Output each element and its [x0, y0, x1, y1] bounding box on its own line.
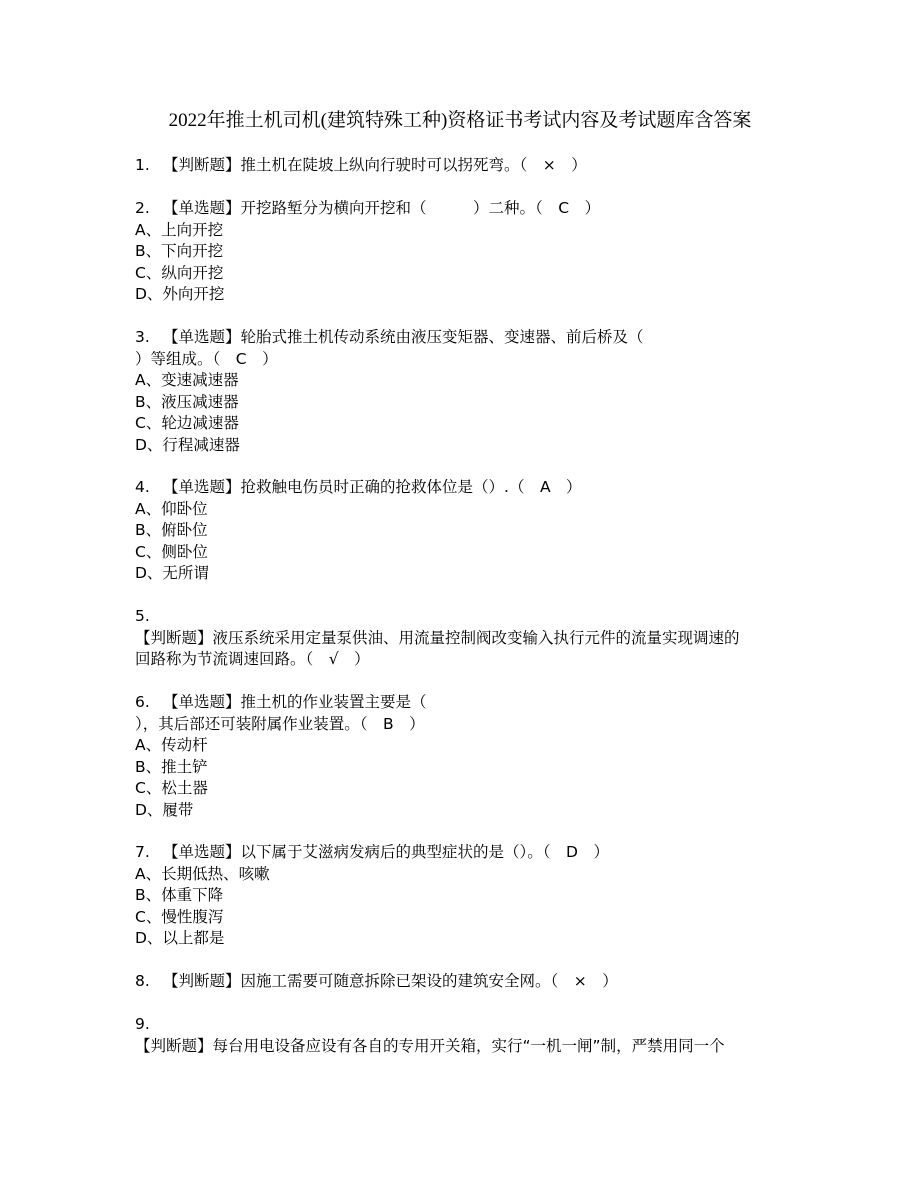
question-1-stem — [135, 155, 587, 177]
question-type-tag: 【判断题】 — [135, 1036, 213, 1055]
option-a: A、传动杆 — [135, 736, 208, 754]
question-5-stem — [135, 628, 740, 650]
question-5-stem-cont: 回路称为节流调速回路。（ √ ） — [135, 650, 370, 668]
question-text: 每台用电设备应设有各自的专用开关箱，实行“一机一闸”制，严禁用同一个 — [212, 1036, 725, 1055]
option-c: C、慢性腹泻 — [135, 907, 224, 926]
question-type-tag: 【单选题】 — [163, 328, 241, 346]
question-text: 抢救触电伤员时正确的抢救体位是（）.（ A ） — [240, 478, 582, 496]
question-3-stem — [135, 327, 644, 349]
question-number: 3. — [135, 328, 150, 346]
document-title: 2022年推土机司机(建筑特殊工种)资格证书考试内容及考试题库含答案 — [168, 110, 752, 131]
question-text: 推土机的作业装置主要是（ — [240, 693, 427, 711]
question-text: 因施工需要可随意拆除已架设的建筑安全网。（ × ） — [240, 972, 618, 990]
question-3-stem-cont: ）等组成。（ C ） — [135, 349, 278, 368]
question-number: 6. — [135, 693, 150, 711]
question-type-tag: 【判断题】 — [135, 628, 213, 647]
question-9-number — [135, 1014, 150, 1036]
question-number: 9. — [135, 1015, 150, 1033]
option-b: B、推土铲 — [135, 757, 208, 776]
question-type-tag: 【单选题】 — [163, 199, 241, 217]
option-b: B、体重下降 — [135, 886, 224, 904]
question-8-stem — [135, 971, 618, 993]
question-4-stem — [135, 477, 582, 499]
question-type-tag: 【单选题】 — [163, 693, 241, 711]
question-type-tag: 【单选题】 — [163, 478, 241, 496]
option-d: D、以上都是 — [135, 929, 225, 947]
option-c: C、侧卧位 — [135, 542, 208, 561]
question-9-stem — [135, 1036, 725, 1058]
option-a: A、变速减速器 — [135, 371, 239, 389]
question-text: 推土机在陡坡上纵向行驶时可以拐死弯。（ × ） — [240, 156, 587, 174]
question-type-tag: 【单选题】 — [163, 843, 241, 861]
question-number: 7. — [135, 843, 150, 861]
option-d: D、行程减速器 — [135, 435, 240, 454]
option-b: B、液压减速器 — [135, 392, 239, 411]
question-text: 以下属于艾滋病发病后的典型症状的是（）。（ D ） — [240, 843, 609, 861]
option-a: A、仰卧位 — [135, 499, 208, 518]
question-number: 2. — [135, 199, 150, 217]
option-d: D、无所谓 — [135, 564, 209, 582]
option-c: C、松土器 — [135, 779, 208, 797]
option-a: A、长期低热、咳嗽 — [135, 864, 270, 883]
question-type-tag: 【判断题】 — [163, 972, 241, 990]
question-7-stem — [135, 842, 609, 864]
option-a: A、上向开挖 — [135, 220, 224, 239]
question-number: 4. — [135, 478, 150, 496]
option-b: B、俯卧位 — [135, 521, 208, 539]
question-number: 1. — [135, 156, 150, 174]
question-text: 液压系统采用定量泵供油、用流量控制阀改变输入执行元件的流量实现调速的 — [212, 628, 740, 647]
option-d: D、外向开挖 — [135, 285, 225, 303]
option-c: C、轮边减速器 — [135, 414, 239, 432]
question-2-stem — [135, 198, 600, 220]
question-number: 5. — [135, 607, 150, 625]
option-d: D、履带 — [135, 800, 194, 819]
question-text: 开挖路堑分为横向开挖和（ ）二种。（ C ） — [240, 199, 601, 217]
question-6-stem — [135, 692, 427, 714]
question-type-tag: 【判断题】 — [163, 156, 241, 174]
question-6-stem-cont: ），其后部还可装附属作业装置。（ B ） — [135, 714, 425, 733]
question-number: 8. — [135, 972, 150, 990]
option-c: C、纵向开挖 — [135, 263, 224, 282]
question-text: 轮胎式推土机传动系统由液压变矩器、变速器、前后桥及（ — [240, 328, 644, 346]
option-b: B、下向开挖 — [135, 242, 224, 260]
question-5-number — [135, 606, 150, 628]
